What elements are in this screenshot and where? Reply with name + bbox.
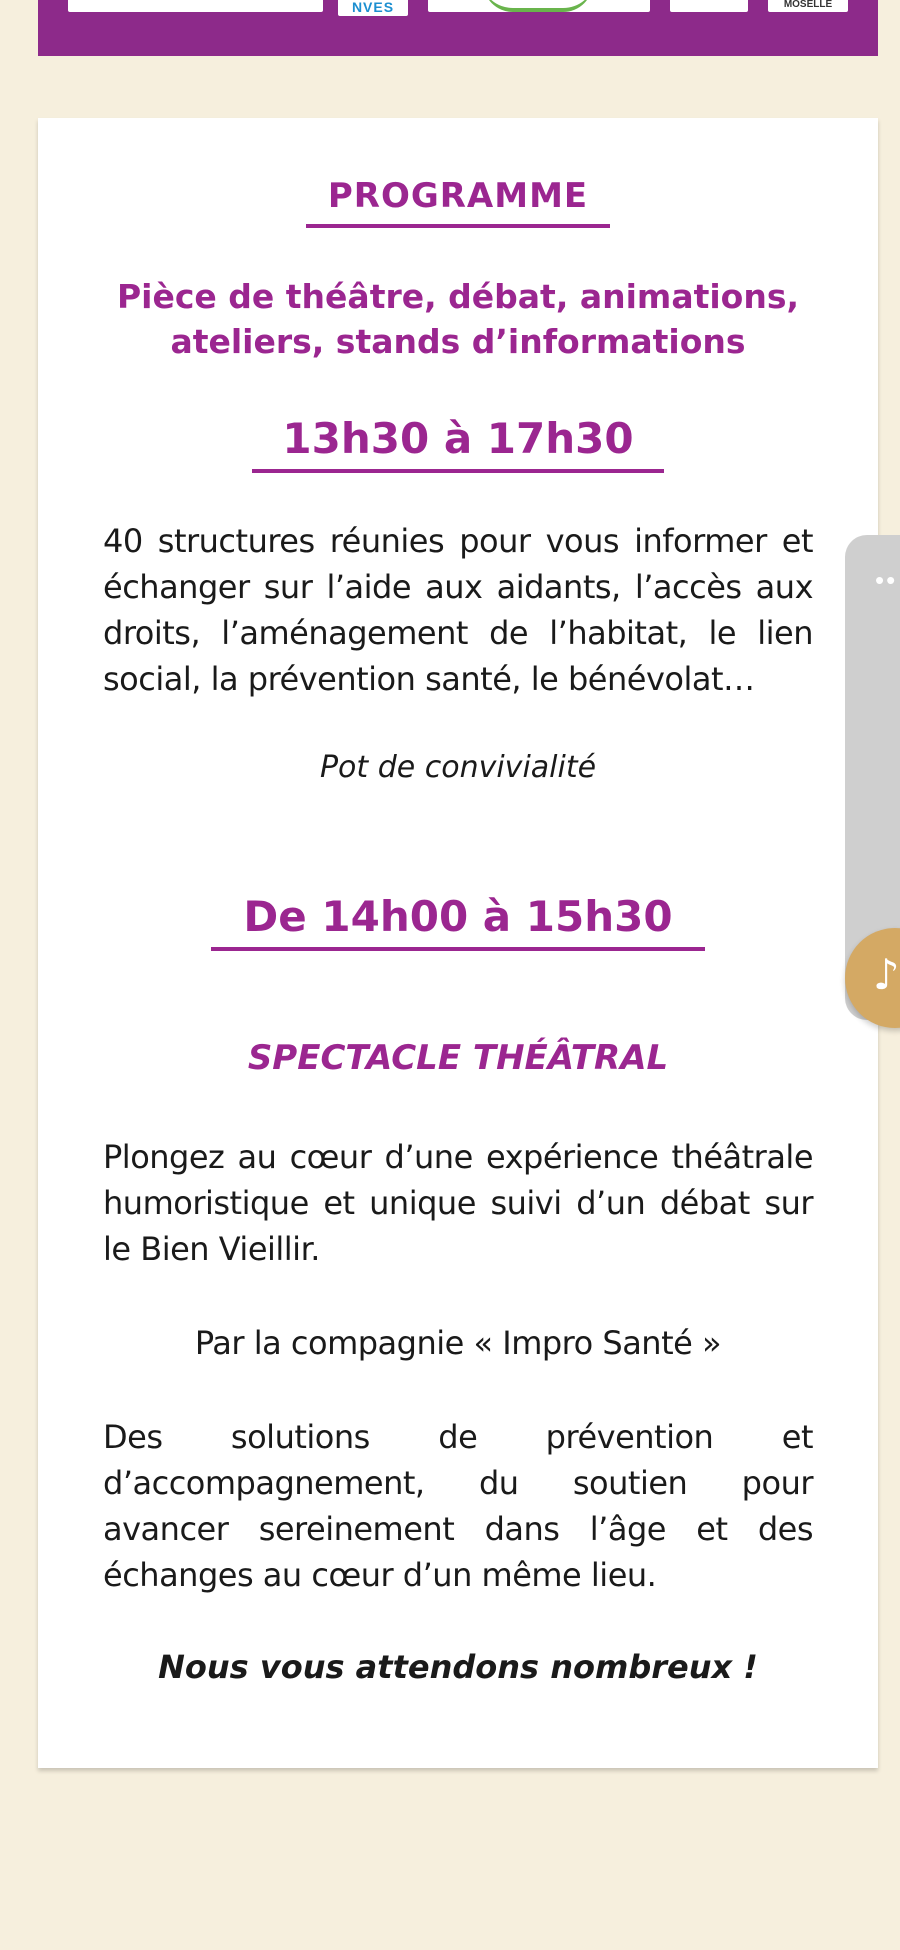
structures-paragraph: 40 structures réunies pour vous informer et échanger sur l’aide aux aidants, l’accès aux droits, l’aménagement de l’habitat, le lien social, la prévention santé, le bénévolat… bbox=[103, 522, 813, 698]
programme-subtitle bbox=[38, 274, 878, 364]
spectacle-heading: SPECTACLE THÉÂTRAL bbox=[247, 1038, 669, 1078]
subtitle-line-1: Pièce de théâtre, débat, animations, bbox=[116, 277, 800, 316]
pot-convivialite: Pot de convivialité bbox=[319, 750, 597, 785]
partner-logo bbox=[68, 0, 323, 12]
programme-card bbox=[38, 118, 878, 1768]
more-dots-icon[interactable]: •• bbox=[875, 565, 898, 595]
solutions-paragraph: Des solutions de prévention et d’accompagnement, du soutien pour avancer sereinement dans l’âge et des échanges au cœur d’un même lieu. bbox=[103, 1418, 813, 1594]
partner-logo-swoosh bbox=[428, 0, 650, 12]
partner-logos-banner bbox=[38, 0, 878, 56]
partner-logo-moselle: MOSELLE bbox=[768, 0, 848, 12]
compagnie-line: Par la compagnie « Impro Santé » bbox=[194, 1324, 722, 1362]
programme-heading: PROGRAMME bbox=[306, 176, 610, 228]
spectacle-paragraph: Plongez au cœur d’une expérience théâtrale humoristique et unique suivi d’un débat sur le Bien Vieillir. bbox=[103, 1138, 813, 1268]
time-heading-1: 13h30 à 17h30 bbox=[252, 414, 663, 473]
time-heading-2: De 14h00 à 15h30 bbox=[211, 892, 704, 951]
partner-logo bbox=[670, 0, 748, 12]
time-heading-2-wrap bbox=[38, 892, 878, 951]
programme-heading-wrap bbox=[38, 176, 878, 228]
music-note-icon: ♪ bbox=[873, 950, 900, 999]
partner-logo-nves: NVES bbox=[338, 0, 408, 16]
subtitle-line-2: ateliers, stands d’informations bbox=[170, 322, 746, 361]
time-heading-1-wrap bbox=[38, 414, 878, 473]
closing-line: Nous vous attendons nombreux ! bbox=[158, 1648, 758, 1686]
